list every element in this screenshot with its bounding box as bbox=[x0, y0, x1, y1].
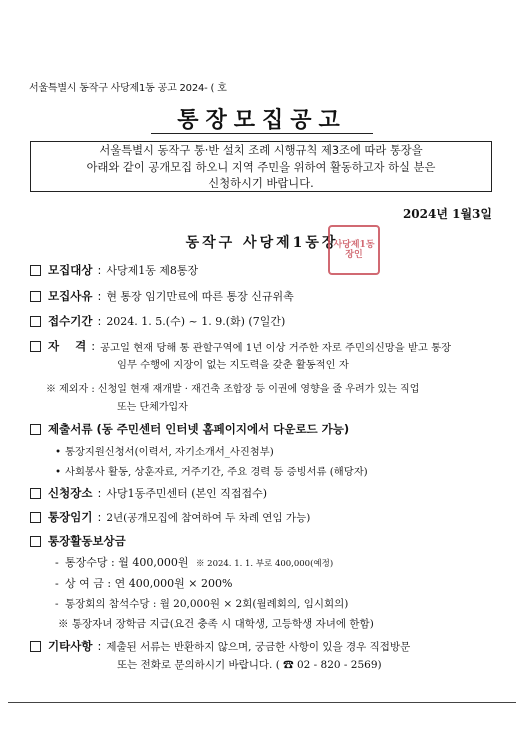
item-label: 통장임기 bbox=[48, 510, 93, 524]
item-term: 통장임기 : 2년(공개모집에 참여하여 두 차례 연임 가능) bbox=[30, 509, 310, 525]
bullet-text: 사회봉사 활동, 상훈자료, 거주기간, 주요 경력 등 증빙서류 (해당자) bbox=[65, 466, 368, 478]
checkbox-icon bbox=[30, 641, 41, 652]
documents-bullet-1: • 통장지원신청서(이력서, 자기소개서_사진첨부) bbox=[55, 446, 274, 458]
item-label: 자 격 bbox=[48, 339, 87, 353]
checkbox-icon bbox=[30, 316, 41, 327]
item-compensation bbox=[30, 533, 126, 549]
allowance-text: 통장수당 : 월 400,000원 bbox=[65, 556, 189, 569]
checkbox-icon bbox=[30, 536, 41, 547]
document-number: 서울특별시 동작구 사당제1동 공고 2024- ( 호 bbox=[29, 83, 227, 94]
item-documents bbox=[30, 421, 349, 437]
compensation-meeting: - 통장회의 참석수당 : 월 20,000원 × 2회(월례회의, 임시회의) bbox=[55, 598, 349, 610]
item-value: 사당제1동 제8통장 bbox=[106, 264, 199, 277]
item-label: 통장활동보상금 bbox=[48, 534, 126, 548]
item-recruit-reason: 모집사유 : 현 통장 임기만료에 따른 통장 신규위촉 bbox=[30, 288, 294, 304]
item-value: 제출된 서류는 반환하지 않으며, 궁금한 사항이 있을 경우 직접방문 bbox=[106, 640, 411, 653]
official-seal: 사당제1동장인 bbox=[328, 225, 380, 275]
bonus-text: 상 여 금 : 연 400,000원 × 200% bbox=[65, 577, 233, 590]
compensation-bonus: - 상 여 금 : 연 400,000원 × 200% bbox=[55, 577, 233, 590]
qualification-line-2: 임무 수행에 지장이 없는 지도력을 갖춘 활동적인 자 bbox=[117, 359, 349, 371]
item-label: 신청장소 bbox=[48, 486, 93, 500]
checkbox-icon bbox=[30, 265, 41, 276]
item-value: 2년(공개모집에 참여하여 두 차례 연임 가능) bbox=[106, 511, 311, 524]
compensation-allowance: - 통장수당 : 월 400,000원 ※ 2024. 1. 1. 부로 400,000(예정) bbox=[55, 556, 334, 569]
title-underline bbox=[151, 133, 373, 134]
exclusion-line-2: 또는 단체가입자 bbox=[117, 402, 188, 413]
item-value: 2024. 1. 5.(수) ~ 1. 9.(화) (7일간) bbox=[106, 315, 286, 328]
intro-line-1: 서울특별시 동작구 통·반 설치 조례 시행규칙 제3조에 따라 통장을 bbox=[99, 144, 423, 157]
allowance-note: ※ 2024. 1. 1. 부로 400,000(예정) bbox=[195, 559, 334, 569]
meeting-text: 통장회의 참석수당 : 월 20,000원 × 2회(월례회의, 임시회의) bbox=[65, 598, 349, 610]
intro-box bbox=[30, 141, 492, 192]
page-title: 통장모집공고 bbox=[177, 107, 347, 133]
item-qualification: 자 격 : 공고일 현재 당해 통 관할구역에 1년 이상 거주한 자로 주민의신망을 받고 통장 bbox=[30, 338, 451, 354]
bullet-text: 통장지원신청서(이력서, 자기소개서_사진첨부) bbox=[65, 446, 274, 458]
item-other: 기타사항 : 제출된 서류는 반환하지 않으며, 궁금한 사항이 있을 경우 직접방문 bbox=[30, 638, 410, 654]
checkbox-icon bbox=[30, 291, 41, 302]
exclusion-line-1 bbox=[46, 380, 419, 395]
compensation-scholarship: ※ 통장자녀 장학금 지급(요건 충족 시 대학생, 고등학생 자녀에 한함) bbox=[58, 618, 374, 630]
item-place: 신청장소 : 사당1동주민센터 (본인 직접접수) bbox=[30, 485, 267, 501]
item-value: 현 통장 임기만료에 따른 통장 신규위촉 bbox=[106, 290, 294, 303]
item-label: 모집사유 bbox=[48, 289, 93, 303]
checkbox-icon bbox=[30, 512, 41, 523]
intro-line-2: 아래와 같이 공개모집 하오니 지역 주민을 위하여 활동하고자 하실 분은 bbox=[86, 160, 436, 174]
checkbox-icon bbox=[30, 341, 41, 352]
announcement-date: 2024년 1월3일 bbox=[402, 207, 492, 221]
exclusion-label: ※ 제외자 : bbox=[46, 384, 95, 395]
exclusion-text: 신청일 현재 재개발 · 재건축 조합장 등 이권에 영향을 줄 우려가 있는 직업 bbox=[97, 384, 420, 395]
item-label: 모집대상 bbox=[48, 263, 93, 277]
footer-divider bbox=[8, 702, 516, 703]
item-label: 기타사항 bbox=[48, 639, 93, 653]
checkbox-icon bbox=[30, 488, 41, 499]
item-label: 제출서류 (동 주민센터 인터넷 홈페이지에서 다운로드 가능) bbox=[48, 422, 350, 436]
checkbox-icon bbox=[30, 424, 41, 435]
intro-line-3: 신청하시기 바랍니다. bbox=[208, 177, 314, 190]
documents-bullet-2: • 사회봉사 활동, 상훈자료, 거주기간, 주요 경력 등 증빙서류 (해당자) bbox=[55, 466, 368, 478]
item-period: 접수기간 : 2024. 1. 5.(수) ~ 1. 9.(화) (7일간) bbox=[30, 313, 285, 329]
other-line-2: 또는 전화로 문의하시기 바랍니다. ( ☎ 02 - 820 - 2569) bbox=[117, 659, 382, 671]
item-label: 접수기간 bbox=[48, 314, 93, 328]
item-value: 사당1동주민센터 (본인 직접접수) bbox=[106, 487, 268, 500]
item-value: 공고일 현재 당해 통 관할구역에 1년 이상 거주한 자로 주민의신망을 받고 통장 bbox=[100, 341, 452, 354]
item-recruit-target: 모집대상 : 사당제1동 제8통장 bbox=[30, 262, 198, 278]
issuing-office: 동작구 사당제1동장 bbox=[185, 235, 339, 251]
